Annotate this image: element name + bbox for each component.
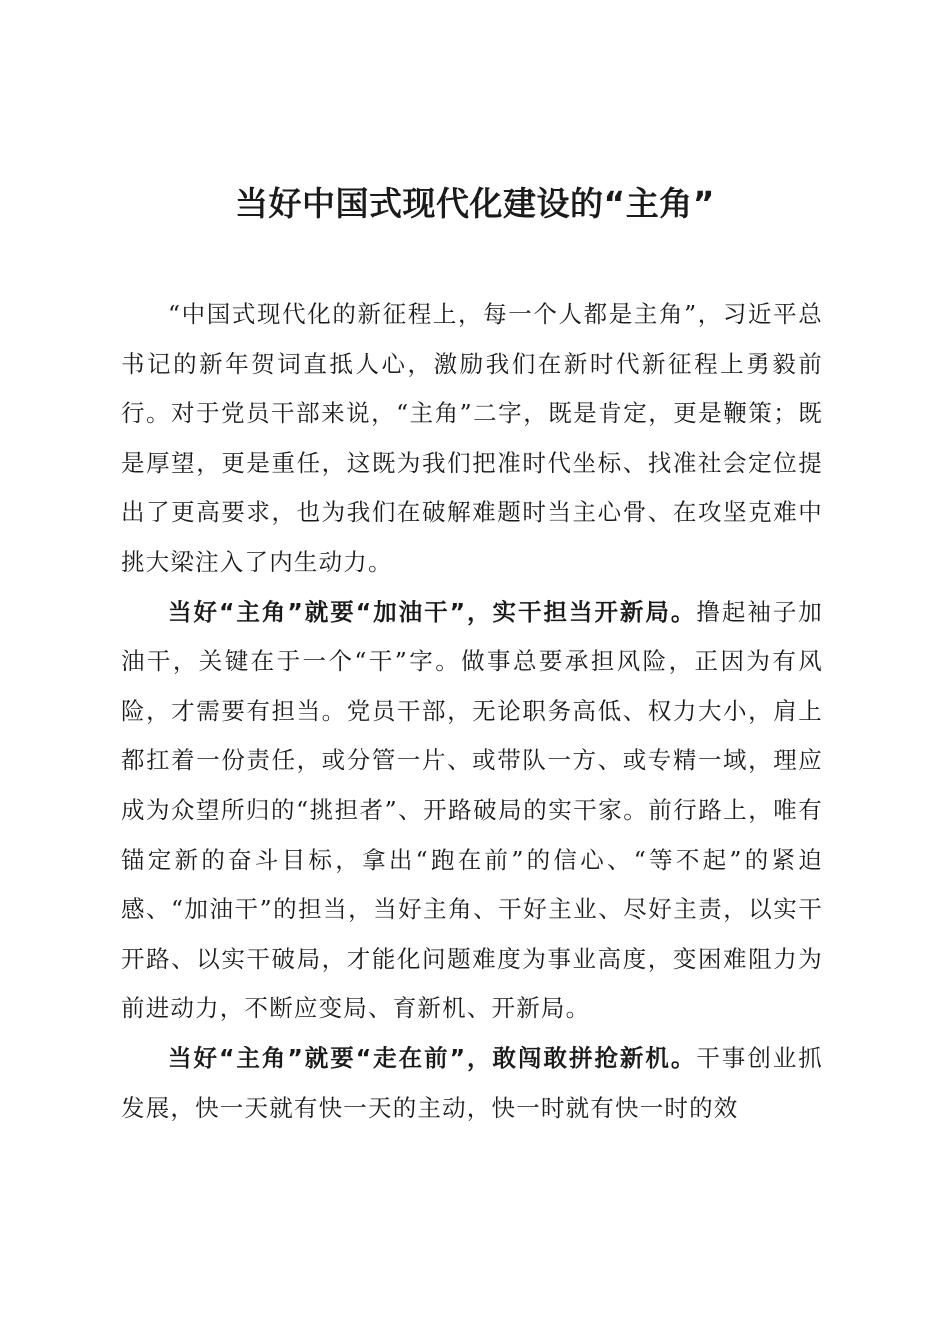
paragraph-text: 撸起袖子加油干，关键在于一个“干”字。做事总要承担风险，正因为有风险，才需要有担当。党员干部，无论职务高低、权力大小，肩上都扛着一份责任，或分管一片、或带队一方、或专精一域，理应成为众望所归的“挑担者”、开路破局的实干家。前行路上，唯有锚定新的奋斗目标，拿出“跑在前”的信心、“等不起”的紧迫感、“加油干”的担当，当好主角、干好主业、尽好主责，以实干开路、以实干破局，才能化问题难度为事业高度，变困难阻力为前进动力，不断应变局、育新机、开新局。 (121, 597, 823, 1023)
paragraph-text: “中国式现代化的新征程上，每一个人都是主角”，习近平总书记的新年贺词直抵人心，激励我们在新时代新征程上勇毅前行。对于党员干部来说，“主角”二字，既是肯定，更是鞭策；既是厚望，更是重任，这既为我们把准时代坐标、找准社会定位提出了更高要求，也为我们在破解难题时当主心骨、在攻坚克难中挑大梁注入了内生动力。 (121, 300, 823, 576)
paragraph-lead-heading: 当好“主角”就要“走在前”，敢闯敢拼抢新机。 (168, 1043, 697, 1072)
document-body (121, 290, 823, 1133)
paragraph-text: 干事创业抓发展，快一天就有快一天的主动，快一时就有快一时的效 (121, 1043, 823, 1122)
paragraph-work-hard (121, 588, 823, 1034)
document-title: 当好中国式现代化建设的“主角” (235, 184, 715, 223)
paragraph-lead-the-way (121, 1034, 823, 1133)
paragraph-lead-heading: 当好“主角”就要“加油干”，实干担当开新局。 (168, 597, 697, 626)
paragraph-intro (121, 290, 823, 588)
